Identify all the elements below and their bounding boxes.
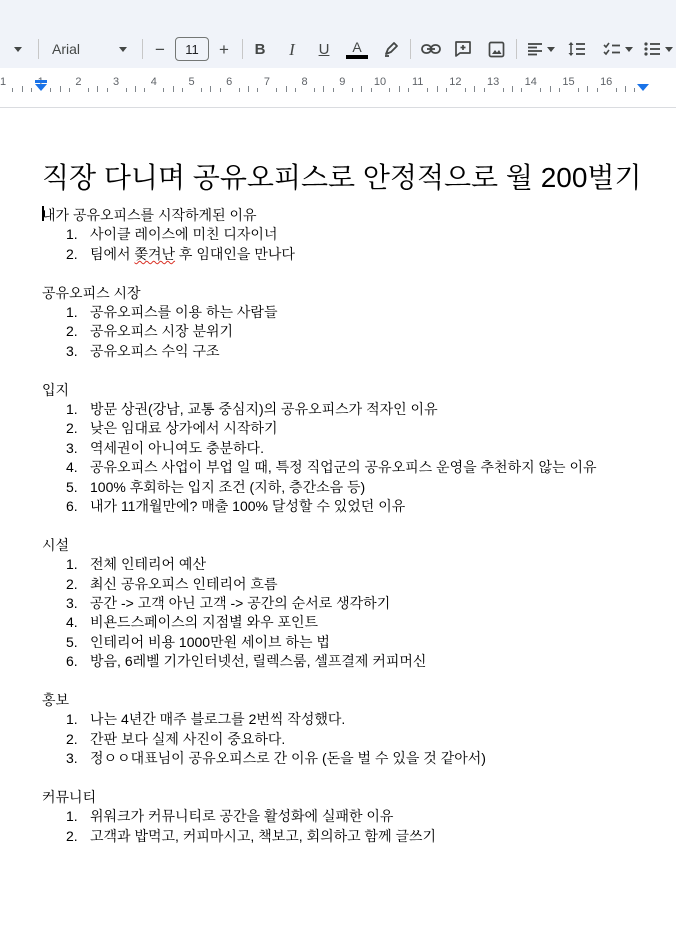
- list-item-number: 2.: [66, 245, 78, 262]
- ruler-tick: [389, 88, 390, 92]
- list-item-text: 인테리어 비용 1000만원 세이브 하는 법: [90, 633, 330, 650]
- toolbar: [0, 0, 676, 68]
- ruler-tick: [50, 88, 51, 92]
- ruler-tick: [210, 86, 211, 92]
- list-item[interactable]: [66, 418, 277, 438]
- chevron-down-icon: [119, 47, 127, 52]
- ruler-label: 15: [562, 76, 575, 88]
- list-item[interactable]: [66, 806, 393, 826]
- line-spacing-icon: [568, 41, 586, 57]
- ruler-tick: [314, 88, 315, 92]
- list-item-text: 공유오피스 수익 구조: [90, 342, 220, 359]
- list-item-number: 2.: [66, 323, 78, 340]
- ruler-tick: [474, 86, 475, 92]
- list-item-number: 2.: [66, 730, 78, 747]
- ruler-tick: [521, 88, 522, 92]
- plus-icon: +: [219, 39, 229, 59]
- ruler-tick: [31, 88, 32, 92]
- minus-icon: −: [155, 39, 165, 59]
- spellcheck-underline[interactable]: 쫒겨난: [134, 245, 176, 262]
- list-item-text: 낮은 임대료 상가에서 시작하기: [90, 420, 278, 437]
- ruler-label: 11: [411, 76, 424, 88]
- underline-button[interactable]: [314, 31, 334, 67]
- ruler-tick: [12, 88, 13, 92]
- list-item[interactable]: [66, 341, 220, 361]
- list-item-text: 비욘드스페이스의 지점별 와우 포인트: [90, 614, 319, 631]
- toolbar-divider: [242, 39, 243, 59]
- document-title[interactable]: 직장 다니며 공유오피스로 안정적으로 월 200벌기: [42, 162, 642, 193]
- list-item-text: 전체 인테리어 예산: [90, 556, 206, 573]
- align-dropdown[interactable]: [524, 31, 558, 67]
- ruler-tick: [361, 86, 362, 92]
- font-family-value: Arial: [52, 41, 81, 57]
- insert-link-button[interactable]: [420, 31, 442, 67]
- align-left-icon: [527, 42, 543, 56]
- font-family-dropdown[interactable]: [52, 31, 132, 67]
- list-item[interactable]: [66, 632, 330, 652]
- list-item-number: 3.: [66, 595, 78, 611]
- text-color-letter: A: [352, 38, 362, 55]
- list-item[interactable]: [66, 593, 390, 613]
- ruler-tick: [484, 88, 485, 92]
- list-item-text: 최신 공유오피스 인테리어 흐름: [90, 575, 278, 592]
- section-heading[interactable]: 내가 공유오피스를 시작하게된 이유: [42, 207, 257, 223]
- right-indent-marker-icon[interactable]: [636, 80, 650, 92]
- ruler-tick: [97, 86, 98, 92]
- list-item-number: 6.: [66, 498, 78, 514]
- highlight-color-button[interactable]: [380, 31, 402, 67]
- section-heading[interactable]: 커뮤니티: [42, 789, 97, 805]
- list-item-text: 역세권이 아니여도 충분하다.: [90, 439, 264, 456]
- increase-font-size-button[interactable]: [214, 31, 234, 67]
- ruler-tick: [616, 88, 617, 92]
- ruler-tick: [201, 88, 202, 92]
- left-indent-marker-icon[interactable]: [34, 80, 48, 92]
- line-spacing-button[interactable]: [566, 31, 588, 67]
- ruler-label: 9: [339, 76, 346, 88]
- ruler-tick: [371, 88, 372, 92]
- ruler-tick: [437, 86, 438, 92]
- bulleted-list-icon: [644, 42, 661, 56]
- ruler-tick: [88, 88, 89, 92]
- ruler-label: 1: [0, 76, 7, 88]
- list-item-text: 고객과 밥먹고, 커피마시고, 책보고, 회의하고 함께 글쓰기: [90, 827, 437, 844]
- ruler-tick: [597, 88, 598, 92]
- ruler-tick: [144, 88, 145, 92]
- ruler-label: 2: [75, 76, 82, 88]
- toolbar-divider: [38, 39, 39, 59]
- list-item-number: 6.: [66, 653, 78, 670]
- list-item-text: 내가 11개월만에? 매출 100% 달성할 수 있었던 이유: [90, 498, 406, 514]
- link-icon: [421, 43, 441, 55]
- add-comment-icon: [454, 40, 472, 58]
- ruler-label: 7: [263, 76, 270, 88]
- list-item[interactable]: [66, 826, 436, 846]
- list-item[interactable]: [66, 224, 277, 244]
- ruler-tick: [559, 88, 560, 92]
- section-heading[interactable]: 홍보: [42, 692, 70, 708]
- list-item[interactable]: [66, 302, 277, 322]
- ruler-label: 12: [449, 76, 462, 88]
- list-item[interactable]: [66, 321, 233, 341]
- list-item-number: 1.: [66, 226, 78, 243]
- ruler-tick: [587, 86, 588, 92]
- list-item-text: 공유오피스 시장 분위기: [90, 323, 234, 340]
- list-item-number: 1.: [66, 808, 78, 825]
- list-item[interactable]: [66, 457, 597, 477]
- list-item[interactable]: [66, 399, 438, 419]
- text-color-icon: [346, 40, 368, 59]
- list-item-text: 방문 상권(강남, 교통 중심지)의 공유오피스가 적자인 이유: [90, 401, 438, 417]
- list-item-number: 4.: [66, 459, 78, 476]
- ruler-label: 6: [226, 76, 233, 88]
- list-item-text: 공간 -> 고객 아닌 고객 -> 공간의 순서로 생각하기: [90, 595, 391, 611]
- ruler-tick: [550, 86, 551, 92]
- ruler-tick: [512, 86, 513, 92]
- list-item-text: 방음, 6레벨 기가인터넷선, 릴렉스룸, 셀프결제 커피머신: [90, 653, 427, 670]
- chevron-down-icon: [14, 47, 22, 52]
- list-item[interactable]: [66, 554, 206, 574]
- ruler-label: 3: [113, 76, 120, 88]
- text-color-swatch: [346, 55, 368, 59]
- ruler-tick: [333, 88, 334, 92]
- insert-image-button[interactable]: [485, 31, 507, 67]
- ruler-tick: [408, 88, 409, 92]
- list-item[interactable]: [66, 574, 277, 594]
- ruler-tick: [295, 88, 296, 92]
- list-item-number: 1.: [66, 304, 78, 320]
- ruler-tick: [69, 88, 70, 92]
- ruler-label: 16: [600, 76, 613, 88]
- bold-button[interactable]: [250, 31, 270, 67]
- ruler-tick: [126, 88, 127, 92]
- ruler-tick: [352, 88, 353, 92]
- add-comment-button[interactable]: [452, 31, 474, 67]
- list-item[interactable]: [66, 651, 426, 671]
- ruler-tick: [239, 88, 240, 92]
- toolbar-divider: [142, 39, 143, 59]
- ruler-label: 13: [486, 76, 500, 88]
- ruler-tick: [276, 88, 277, 92]
- ruler-tick: [173, 86, 174, 92]
- list-item-number: 4.: [66, 614, 78, 631]
- italic-button[interactable]: [282, 31, 302, 67]
- list-item-text: 간판 보다 실제 사진이 중요하다.: [90, 730, 286, 747]
- list-item-text: 나는 4년간 매주 블로그를 2번씩 작성했다.: [90, 711, 346, 728]
- list-item[interactable]: [66, 477, 365, 497]
- section-heading[interactable]: 입지: [42, 381, 70, 398]
- list-item-text: 사이클 레이스에 미친 디자이너: [90, 226, 278, 243]
- list-item-number: 3.: [66, 750, 78, 767]
- toolbar-divider: [410, 39, 411, 59]
- ruler-tick: [107, 88, 108, 92]
- italic-icon: I: [289, 39, 295, 59]
- ruler-tick: [248, 86, 249, 92]
- decrease-font-size-button[interactable]: [150, 31, 170, 67]
- list-item[interactable]: [66, 496, 405, 516]
- ruler-tick: [323, 86, 324, 92]
- list-item[interactable]: [66, 709, 345, 729]
- ruler-tick: [22, 86, 23, 92]
- ruler-tick: [503, 88, 504, 92]
- list-item[interactable]: [66, 729, 285, 749]
- checklist-dropdown[interactable]: [600, 31, 636, 67]
- ruler-label: 4: [150, 76, 157, 88]
- ruler-tick: [286, 86, 287, 92]
- list-item-number: 1.: [66, 556, 78, 573]
- ruler-tick: [163, 88, 164, 92]
- list-item-number: 5.: [66, 478, 78, 495]
- list-item[interactable]: [66, 244, 295, 264]
- list-item-text: 정ㅇㅇ대표님이 공유오피스로 간 이유 (돈을 벌 수 있을 것 같아서): [90, 750, 486, 767]
- section-heading[interactable]: 공유오피스 시장: [42, 284, 141, 301]
- highlighter-icon: [382, 40, 400, 58]
- list-item-number: 5.: [66, 633, 78, 650]
- style-dropdown-caret[interactable]: [10, 31, 26, 67]
- list-item-number: 2.: [66, 420, 78, 437]
- list-item-text: 위워크가 커뮤니티로 공간을 활성화에 실패한 이유: [90, 808, 394, 825]
- list-item-number: 1.: [66, 401, 78, 417]
- horizontal-ruler[interactable]: [0, 68, 676, 108]
- ruler-tick: [135, 86, 136, 92]
- chevron-down-icon: [547, 47, 555, 52]
- ruler-tick: [465, 88, 466, 92]
- ruler-tick: [182, 88, 183, 92]
- section-heading[interactable]: 시설: [42, 536, 70, 553]
- ruler-label: 5: [188, 76, 195, 88]
- list-item-number: 2.: [66, 575, 78, 592]
- list-item-text: 공유오피스를 이용 하는 사람들: [90, 304, 278, 320]
- list-item[interactable]: [66, 438, 264, 458]
- ruler-tick: [399, 86, 400, 92]
- list-item-number: 1.: [66, 711, 78, 728]
- list-item[interactable]: [66, 612, 318, 632]
- ruler-tick: [625, 86, 626, 92]
- ruler-tick: [60, 86, 61, 92]
- bold-icon: B: [254, 40, 266, 58]
- ruler-tick: [540, 88, 541, 92]
- ruler-label: 10: [373, 76, 387, 88]
- list-item-number: 3.: [66, 342, 78, 359]
- list-item[interactable]: [66, 748, 486, 768]
- ruler-tick: [578, 88, 579, 92]
- font-size-field[interactable]: [175, 31, 209, 67]
- ruler-tick: [257, 88, 258, 92]
- list-item-number: 2.: [66, 827, 78, 844]
- list-item-text: 공유오피스 사업이 부업 일 때, 특정 직업군의 공유오피스 운영을 추천하지 않는 이유: [90, 459, 597, 476]
- ruler-label: 8: [301, 76, 308, 88]
- insert-image-icon: [488, 41, 505, 58]
- ruler-tick: [220, 88, 221, 92]
- list-item-number: 3.: [66, 439, 78, 456]
- toolbar-divider: [516, 39, 517, 59]
- formatting-toolbar: [0, 31, 676, 67]
- bulleted-list-dropdown[interactable]: [644, 31, 676, 67]
- font-size-input[interactable]: 11: [175, 37, 209, 61]
- chevron-down-icon: [665, 47, 673, 52]
- ruler-tick: [427, 88, 428, 92]
- text-color-button[interactable]: [344, 31, 370, 67]
- underline-icon: U: [318, 40, 330, 58]
- ruler-label: 14: [524, 76, 537, 88]
- list-item-text: 팀에서 쫒겨난 후 임대인을 만나다: [90, 245, 295, 262]
- checklist-icon: [603, 42, 621, 56]
- list-item-text: 100% 후회하는 입지 조건 (지하, 층간소음 등): [90, 478, 366, 495]
- ruler-tick: [446, 88, 447, 92]
- chevron-down-icon: [625, 47, 633, 52]
